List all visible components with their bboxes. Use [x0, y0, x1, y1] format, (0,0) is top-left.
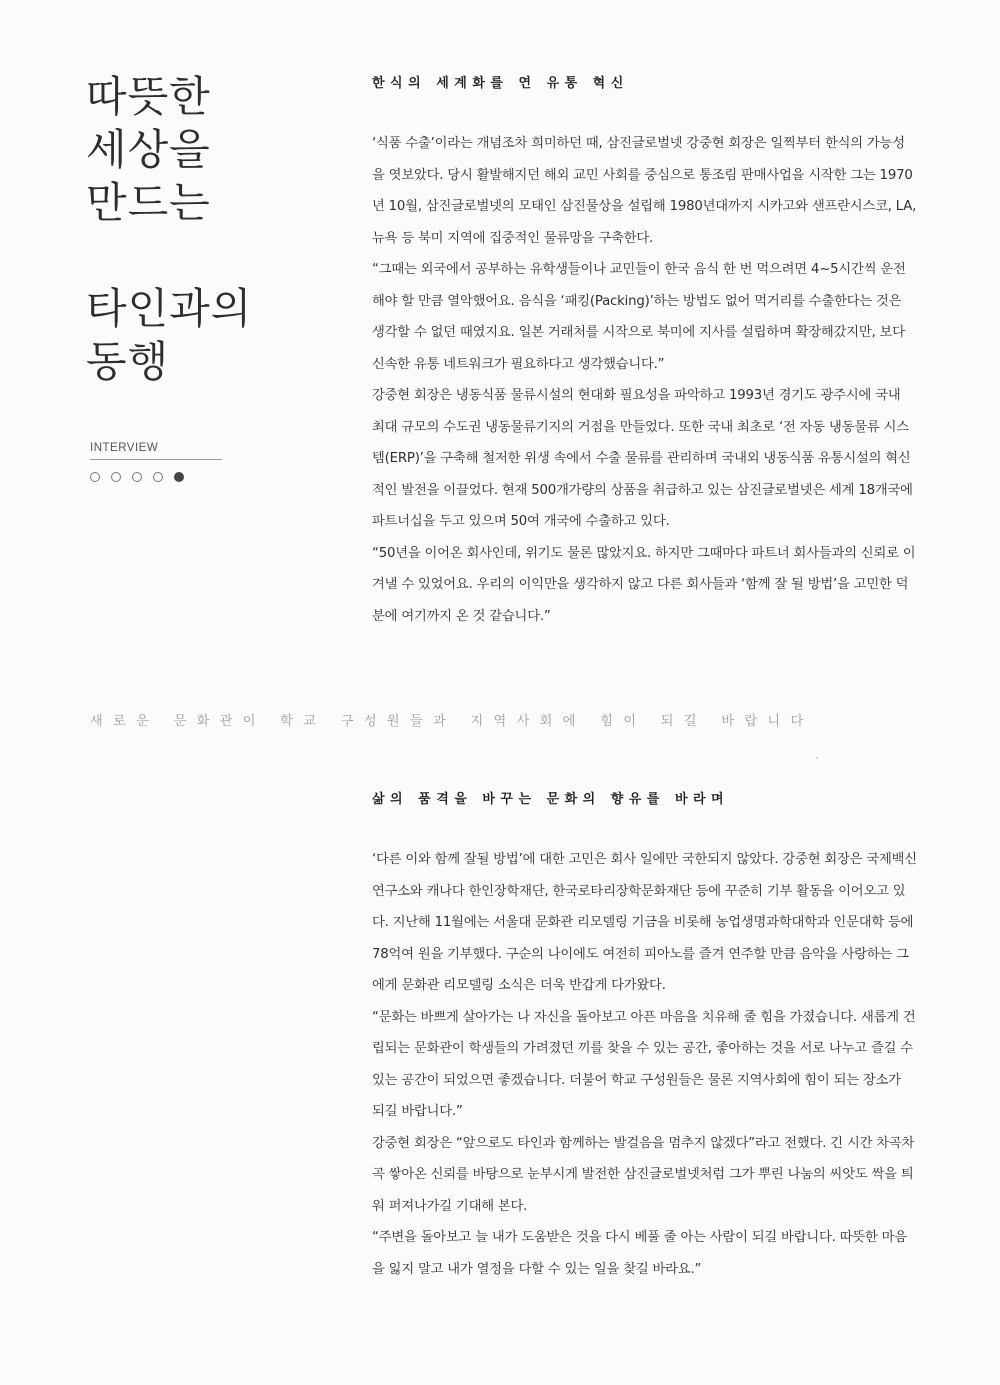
paragraph: “그때는 외국에서 공부하는 유학생들이나 교민들이 한국 음식 한 번 먹으려면 4~5시간씩 운전해야 할 만큼 열악했어요. 음식을 ‘패킹(Packing)’하는 방법도 없어 먹거리를 수출한다는 것은 생각할 수 없던 때였지요. 일본 거래처를 시작으로 북미에 지사를 설립하며 확장해갔지만, 보다 신속한 유통 네트워크가 필요하다고 생각했습니다.” — [372, 262, 906, 372]
section-heading: 한식의 세계화를 연 유통 혁신 — [372, 76, 629, 91]
paragraph: 강중현 회장은 “앞으로도 타인과 함께하는 발걸음을 멈추지 않겠다”라고 전했다. 긴 시간 차곡차곡 쌓아온 신뢰를 바탕으로 눈부시게 발전한 삼진글로벌넷처럼 그가 뿌린 나눔의 씨앗도 싹을 틔워 퍼져나가길 기대해 본다. — [372, 1135, 915, 1214]
title-line: 타인과의 — [86, 284, 253, 333]
pull-quote: 새로운 문화관이 학교 구성원들과 지역사회에 힘이 되길 바랍니다 — [90, 714, 814, 729]
title-line: 동행 — [86, 337, 170, 386]
section-body — [372, 128, 917, 632]
paragraph: “50년을 이어온 회사인데, 위기도 물론 많았지요. 하지만 그때마다 파트너 회사들과의 신뢰로 이겨낼 수 있었어요. 우리의 이익만을 생각하지 않고 다른 회사들과 ‘함께 잘 될 방법’을 고민한 덕분에 여기까지 온 것 같습니다.” — [372, 545, 916, 624]
title-line: 만드는 — [86, 178, 211, 227]
paragraph: “문화는 바쁘게 살아가는 나 자신을 돌아보고 아픈 마음을 치유해 줄 힘을 가졌습니다. 새롭게 건립되는 문화관이 학생들의 가려졌던 끼를 찾을 수 있는 공간, 좋아하는 것을 서로 나누고 즐길 수 있는 공간이 되었으면 좋겠습니다. 더불어 학교 구성원들은 물론 지역사회에 힘이 되는 장소가 되길 바랍니다.” — [372, 1009, 916, 1119]
page-dot-active — [174, 472, 184, 482]
paragraph: ‘식품 수출’이라는 개념조차 희미하던 때, 삼진글로벌넷 강중현 회장은 일찍부터 한식의 가능성을 엿보았다. 당시 활발해지던 해외 교민 사회를 중심으로 통조림 판매사업을 시작한 그는 1970년 10월, 삼진글로벌넷의 모태인 삼진물상을 설립해 1980년대까지 시카고와 샌프란시스코, LA, 뉴욕 등 북미 지역에 집중적인 물류망을 구축한다. — [372, 136, 917, 246]
paragraph: ‘다른 이와 함께 잘될 방법’에 대한 고민은 회사 일에만 국한되지 않았다. 강중현 회장은 국제백신연구소와 캐나다 한인장학재단, 한국로타리장학문화재단 등에 꾸준히 기부 활동을 이어오고 있다. 지난해 11월에는 서울대 문화관 리모델링 기금을 비롯해 농업생명과학대학과 인문대학 등에 78억여 원을 기부했다. 구순의 나이에도 여전히 피아노를 즐겨 연주할 만큼 음악을 사랑하는 그에게 문화관 리모델링 소식은 더욱 반갑게 다가왔다. — [372, 852, 917, 993]
section-heading: 삶의 품격을 바꾸는 문화의 향유를 바라며 — [372, 792, 730, 807]
article-title — [86, 70, 316, 388]
title-line: 따뜻한 — [86, 72, 211, 121]
section-body — [372, 844, 917, 1285]
title-line: 세상을 — [86, 125, 211, 174]
page-dot — [111, 472, 121, 482]
page-dot — [153, 472, 163, 482]
category-label: INTERVIEW — [90, 442, 159, 454]
print-speck — [816, 757, 818, 759]
page-dot — [90, 472, 100, 482]
paragraph: 강중현 회장은 냉동식품 물류시설의 현대화 필요성을 파악하고 1993년 경기도 광주시에 국내 최대 규모의 수도권 냉동물류기지의 거점을 만들었다. 또한 국내 최초로 ‘전 자동 냉동물류 시스템(ERP)’을 구축해 철저한 위생 속에서 수출 물류를 관리하며 국내외 냉동식품 유통시설의 혁신적인 발전을 이끌었다. 현재 500개가량의 상품을 취급하고 있는 삼진글로벌넷은 세계 18개국에 파트너십을 두고 있으며 50여 개국에 수출하고 있다. — [372, 388, 913, 529]
page-indicator — [90, 472, 184, 482]
category-divider — [90, 459, 222, 460]
paragraph: “주변을 돌아보고 늘 내가 도움받은 것을 다시 베풀 줄 아는 사람이 되길 바랍니다. 따뜻한 마음을 잃지 말고 내가 열정을 다할 수 있는 일을 찾길 바라요.” — [372, 1230, 907, 1277]
page-dot — [132, 472, 142, 482]
